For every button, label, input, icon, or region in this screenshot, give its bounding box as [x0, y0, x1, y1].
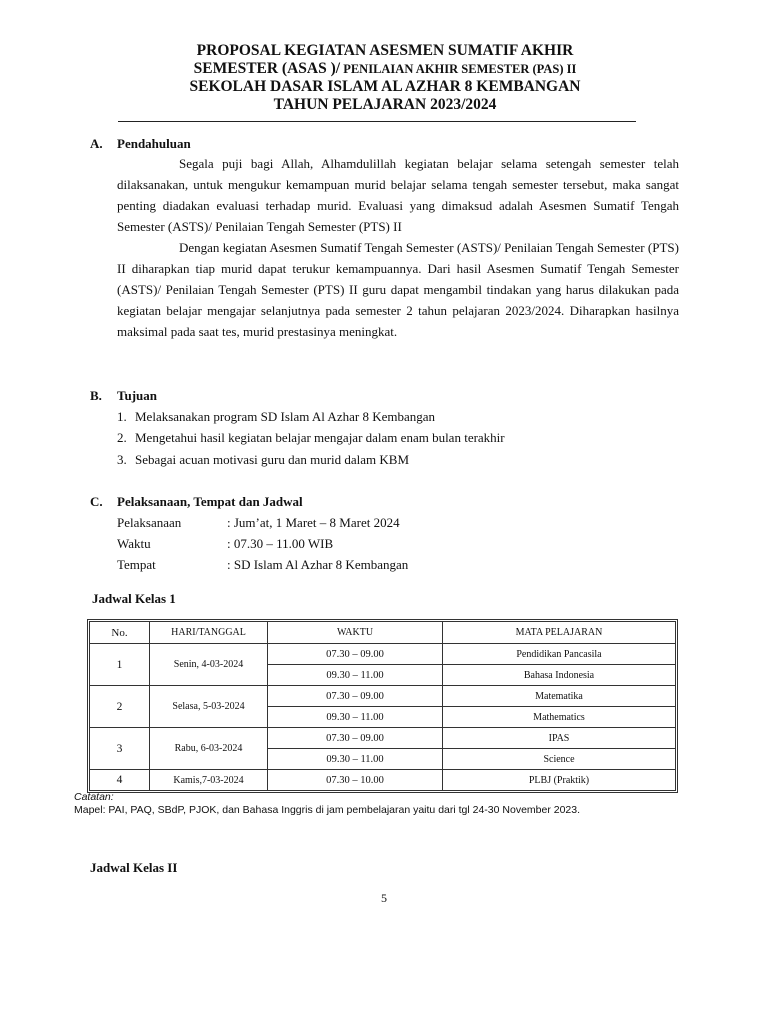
table-row: 09.30 – 11.00 Bahasa Indonesia [90, 665, 675, 686]
header-no: No. [90, 622, 150, 644]
table-row: 09.30 – 11.00 Science [90, 749, 675, 770]
section-b-letter: B. [90, 388, 102, 403]
list-item: 1. Melaksanakan program SD Islam Al Azhar 8 Kembangan [117, 409, 436, 424]
section-c-letter: C. [90, 494, 103, 509]
table-row: 1 Senin, 4-03-2024 07.30 – 09.00 Pendidikan Pancasila [90, 644, 675, 665]
table-row: 09.30 – 11.00 Mathematics [90, 707, 675, 728]
section-b-title: Tujuan [117, 388, 157, 403]
notes-label: Catatan: [74, 791, 114, 803]
title-line-3: SEKOLAH DASAR ISLAM AL AZHAR 8 KEMBANGAN [189, 78, 581, 95]
table-header-row [90, 622, 675, 644]
title-line-4: TAHUN PELAJARAN 2023/2024 [273, 96, 497, 113]
title-line-2a: SEMESTER (ASAS )/ [193, 60, 341, 77]
info-row: Pelaksanaan : Jum’at, 1 Maret – 8 Maret 2024 [117, 515, 400, 530]
section-c-title: Pelaksanaan, Tempat dan Jadwal [117, 494, 303, 509]
list-item: 2. Mengetahui hasil kegiatan belajar mengajar dalam enam bulan terakhir [117, 430, 505, 446]
schedule-1-table [87, 619, 678, 793]
table-row: 3 Rabu, 6-03-2024 07.30 – 09.00 IPAS [90, 728, 675, 749]
paragraph-2-text: Dengan kegiatan Asesmen Sumatif Tengah Semester (ASTS)/ Penilaian Tengah Semester (PTS) II diharapkan tiap murid dapat terukur kemampuannya. Dari hasil Asesmen Sumatif Tengah Semester (ASTS)/ Penilaian Tengah Semester (PTS) II guru dapat mengambil tindakan yang harus dilakukan pada kegiatan belajar mengajar selanjutnya pada semester 2 tahun pelajaran 2023/2024. Diharapkan hasilnya maksimal pada saat tes, murid prestasinya meningkat. [117, 240, 679, 339]
title-line-1: PROPOSAL KEGIATAN ASESMEN SUMATIF AKHIR [196, 42, 574, 59]
notes-text: Mapel: PAI, PAQ, SBdP, PJOK, dan Bahasa Inggris di jam pembelajaran yaitu dari tgl 24-30 November 2023. [74, 804, 581, 816]
section-a-paragraph-2 [117, 238, 679, 343]
header-subject: MATA PELAJARAN [443, 622, 675, 644]
schedule-2-title: Jadwal Kelas II [90, 860, 178, 875]
title-divider [118, 121, 636, 122]
document-title [90, 42, 680, 114]
list-item: 3. Sebagai acuan motivasi guru dan murid dalam KBM [117, 451, 410, 467]
objectives-list [117, 406, 505, 470]
section-a-title: Pendahuluan [117, 136, 191, 151]
schedule-notes [74, 791, 580, 817]
title-line-2b: PENILAIAN AKHIR SEMESTER (PAS) II [340, 62, 577, 76]
implementation-info [117, 512, 408, 575]
title-line-2 [90, 60, 680, 78]
table-row: 2 Selasa, 5-03-2024 07.30 – 09.00 Matematika [90, 686, 675, 707]
table-row: 4 Kamis,7-03-2024 07.30 – 10.00 PLBJ (Praktik) [90, 770, 675, 790]
header-time: WAKTU [268, 622, 443, 644]
schedule-1-title: Jadwal Kelas 1 [92, 591, 176, 606]
section-a-paragraph-1 [117, 154, 679, 238]
paragraph-1-text: Segala puji bagi Allah, Alhamdulillah kegiatan belajar selama setengah semester telah dilaksanakan, untuk mengukur kemampuan murid belajar selama tengah semester tersebut, maka sangat penting diadakan evaluasi terhadap murid. Evaluasi yang dimaksud adalah Asesmen Sumatif Tengah Semester (ASTS)/ Penilaian Tengah Semester (PTS) II [117, 156, 679, 234]
section-a-letter: A. [90, 136, 103, 151]
info-row: Tempat : SD Islam Al Azhar 8 Kembangan [117, 557, 409, 572]
header-date: HARI/TANGGAL [150, 622, 268, 644]
page-number: 5 [381, 891, 387, 905]
info-row: Waktu : 07.30 – 11.00 WIB [117, 536, 334, 551]
